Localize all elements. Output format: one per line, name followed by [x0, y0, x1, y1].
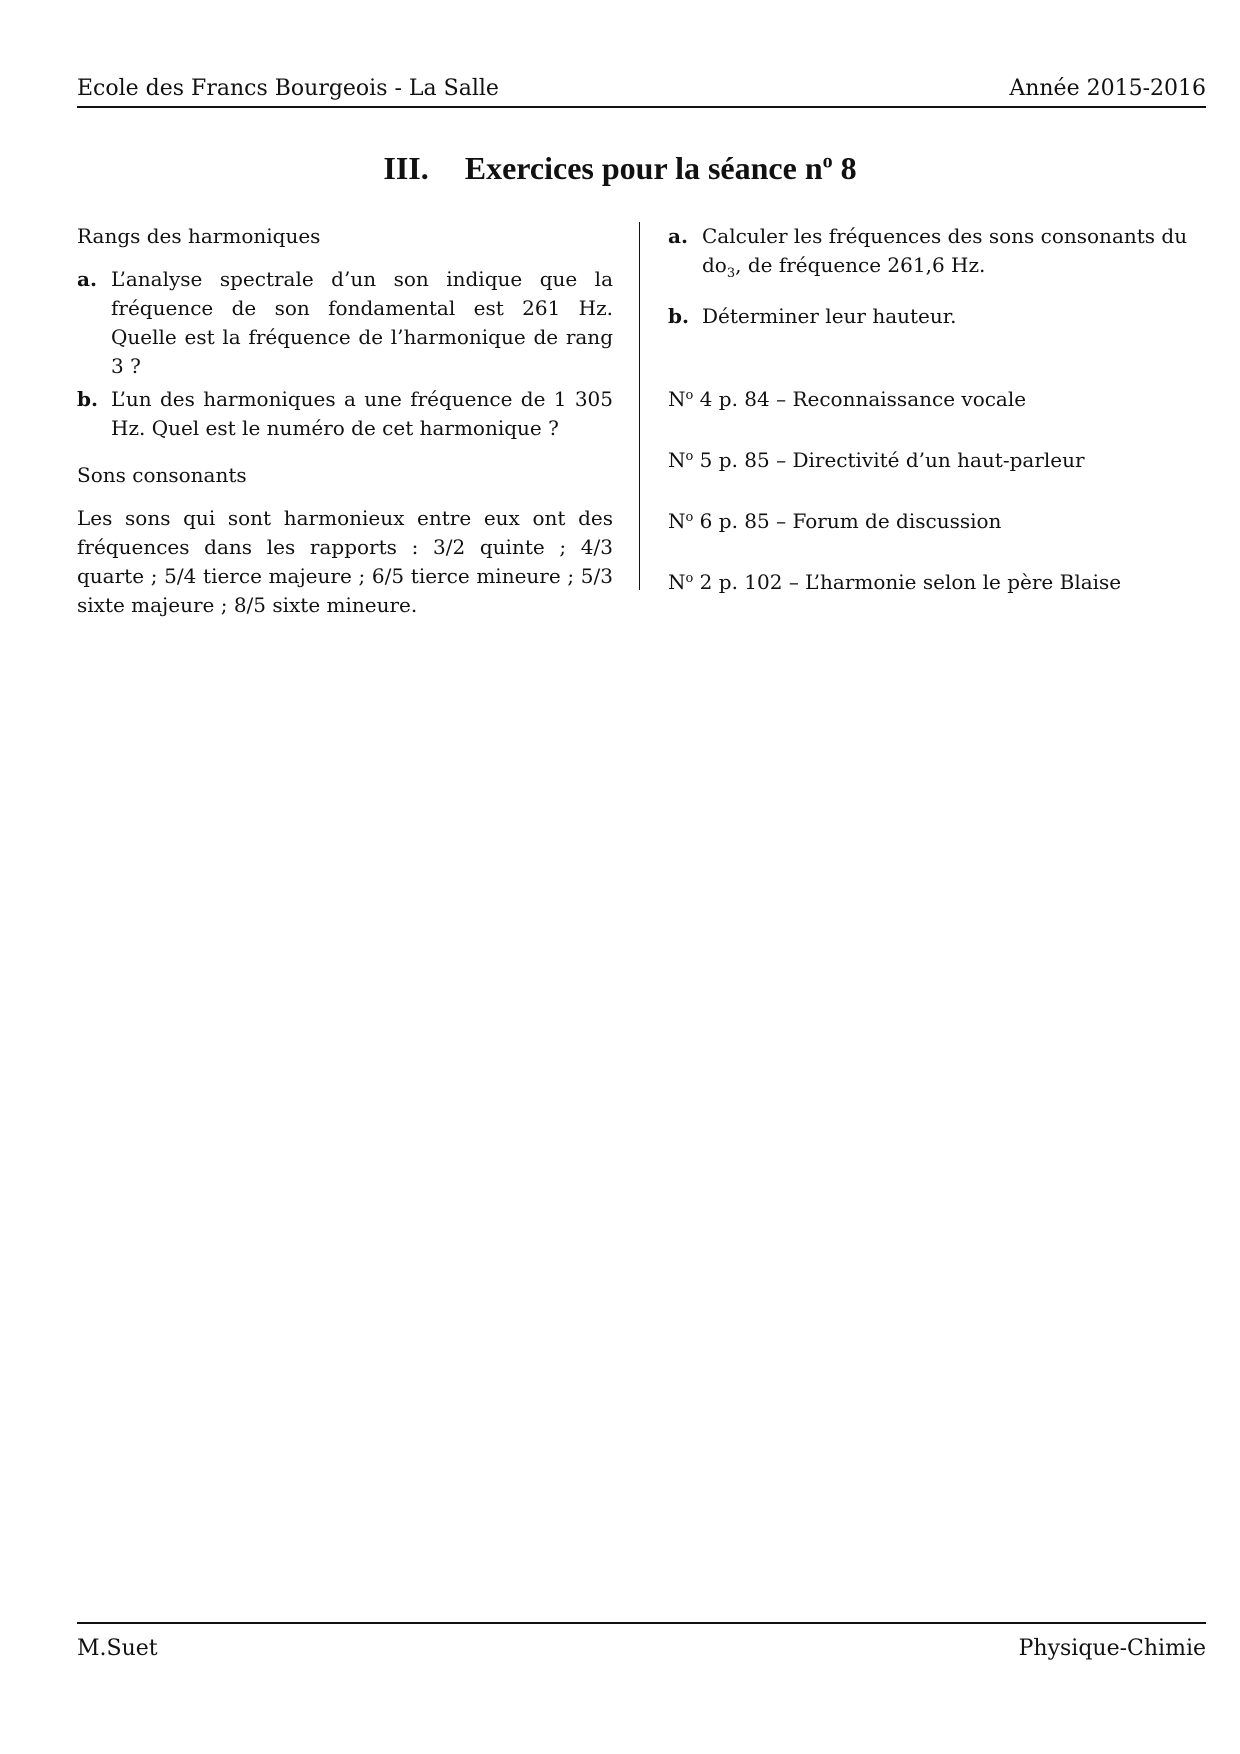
reference-item: $N^o$ 6 p. 85 – Forum de discussion: [668, 509, 1002, 533]
column-divider: [639, 222, 640, 590]
page-footer: [77, 1622, 1206, 1664]
title-session: 8: [840, 150, 857, 186]
item-text: L’analyse spectrale d’un son indique que la fréquence de son fondamental est 261 Hz. Quelle est la fréquence de l’harmonique de rang 3 ?: [111, 267, 613, 378]
item-mark: b.: [77, 387, 98, 411]
left-column: [77, 222, 613, 620]
consonant-paragraph: Les sons qui sont harmonieux entre eux ont des fréquences dans les rapports : 3/2 quinte ; 4/3 quarte ; 5/4 tierce majeure ; 6/5 tierce mineure ; 5/3 sixte majeure ; 8/5 sixte mineure.: [77, 506, 613, 617]
references-list: [668, 381, 1208, 597]
title-text: Exercices pour la séance n: [464, 150, 823, 186]
exercise-item: [77, 265, 613, 381]
right-column: [668, 222, 1208, 625]
title-superscript: o: [822, 150, 833, 173]
reference-item: $N^o$ 4 p. 84 – Reconnaissance vocale: [668, 387, 1027, 411]
exercise-item: [77, 385, 613, 443]
item-mark: a.: [77, 267, 97, 291]
school-name: Ecole des Francs Bourgeois - La Salle: [77, 76, 499, 101]
exercise-item: [668, 302, 1208, 331]
item-text: L’un des harmoniques a une fréquence de 1 305 Hz. Quel est le numéro de cet harmonique ?: [111, 387, 613, 440]
reference-item: $N^o$ 2 p. 102 – L’harmonie selon le père Blaise: [668, 570, 1122, 594]
page-title: [0, 150, 1240, 187]
page-header: [77, 76, 1206, 108]
item-text: Déterminer leur hauteur.: [702, 304, 957, 328]
section-title-consonant: Sons consonants: [77, 463, 247, 487]
title-number: III.: [383, 150, 429, 186]
author: M.Suet: [77, 1636, 158, 1661]
item-text-end: , de fréquence 261,6 Hz.: [735, 253, 986, 277]
item-mark: a.: [668, 224, 688, 248]
section-title-harmonics: Rangs des harmoniques: [77, 224, 321, 248]
subject: Physique-Chimie: [1018, 1636, 1206, 1661]
item-text-start: Calculer les fréquences des sons consonants du do: [702, 224, 1188, 277]
item-subscript: 3: [726, 266, 736, 281]
exercise-item: [668, 222, 1208, 288]
reference-item: $N^o$ 5 p. 85 – Directivité d’un haut-parleur: [668, 448, 1085, 472]
item-mark: b.: [668, 304, 689, 328]
school-year: Année 2015-2016: [1009, 76, 1206, 101]
